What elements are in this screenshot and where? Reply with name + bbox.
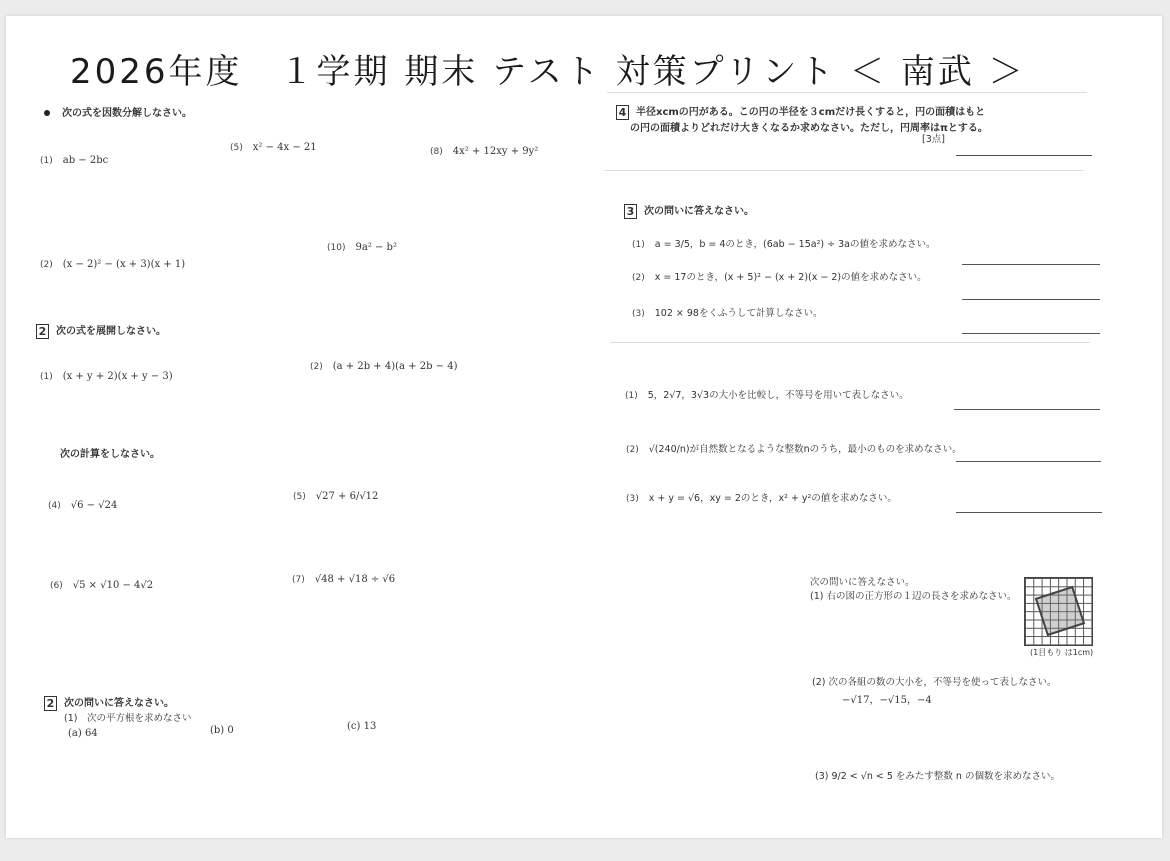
- values-problem-2: (2) x = 17のとき，(x + 5)² − (x + 2)(x − 2)の値を求めなさい。: [632, 272, 927, 283]
- calc-heading: 次の計算をしなさい。: [60, 449, 160, 460]
- answer-line: [956, 461, 1101, 462]
- roots-problem-1: (1) 5，2√7，3√3の大小を比較し，不等号を用いて表しなさい。: [625, 390, 909, 401]
- square-problem-2-numbers: −√17，−√15，−4: [842, 695, 932, 706]
- factor-problem-10: (10) 9a² − b²: [327, 242, 397, 253]
- expand-problem-2: (2) (a + 2b + 4)(a + 2b − 4): [310, 361, 458, 372]
- calc-problem-6: (6) √5 × √10 − 4√2: [50, 580, 154, 591]
- sqrt-heading: 2 次の問いに答えなさい。: [44, 694, 174, 711]
- circle-problem-line-1: 4 半径xcmの円がある。この円の半径を３cmだけ長くすると，円の面積はもと: [616, 103, 985, 120]
- square-problem-3: (3) 9/2 < √n < 5 をみたす整数 n の個数を求めなさい。: [815, 771, 1060, 782]
- factor-problem-8: (8) 4x² + 12xy + 9y²: [430, 146, 539, 157]
- page-divider: [604, 170, 1084, 171]
- expand-heading: 2 次の式を展開しなさい。: [36, 322, 166, 339]
- sqrt-item-c: (c) 13: [347, 721, 377, 732]
- calc-problem-7: (7) √48 + √18 ÷ √6: [292, 574, 396, 585]
- square-heading: 次の問いに答えなさい。: [810, 577, 915, 588]
- square-problem-2: (2) 次の各組の数の大小を，不等号を使って表しなさい。: [812, 677, 1057, 688]
- answer-line: [962, 333, 1100, 334]
- factor-problem-1: (1) ab − 2bc: [40, 155, 109, 166]
- values-heading: 3 次の問いに答えなさい。: [624, 202, 754, 219]
- page-divider: [607, 92, 1087, 93]
- sqrt-subquestion: (1) 次の平方根を求めなさい: [64, 713, 192, 724]
- roots-problem-2: (2) √(240/n)が自然数となるような整数nのうち，最小のものを求めなさい。: [626, 444, 962, 455]
- calc-problem-4: (4) √6 − √24: [48, 500, 118, 511]
- bullet-icon: [44, 110, 50, 116]
- expand-problem-1: (1) (x + y + 2)(x + y − 3): [40, 371, 173, 382]
- factor-problem-2: (2) (x − 2)² − (x + 3)(x + 1): [40, 259, 186, 270]
- sqrt-item-b: (b) 0: [210, 725, 234, 736]
- answer-line: [956, 155, 1092, 156]
- square-problem-1: (1) 右の図の正方形の１辺の長さを求めなさい。: [810, 591, 1017, 602]
- page-title: 2026年度 １学期 期末 テスト 対策プリント ＜ 南武 ＞: [70, 52, 1026, 92]
- values-problem-3: (3) 102 × 98をくふうして計算しなさい。: [632, 308, 823, 319]
- points-label: [3点]: [922, 134, 945, 145]
- factor-problem-5: (5) x² − 4x − 21: [230, 142, 317, 153]
- answer-line: [956, 512, 1102, 513]
- factor-heading: 次の式を因数分解しなさい。: [44, 104, 192, 119]
- answer-line: [962, 264, 1100, 265]
- sqrt-item-a: (a) 64: [68, 728, 98, 739]
- circle-problem-line-2: の円の面積よりどれだけ大きくなるか求めなさい。ただし，円周率はπとする。: [630, 123, 988, 134]
- calc-problem-5: (5) √27 + 6/√12: [293, 491, 379, 502]
- page-divider: [610, 342, 1090, 343]
- values-problem-1: (1) a = 3/5，b = 4のとき，(6ab − 15a²) ÷ 3aの値を求めなさい。: [632, 239, 936, 250]
- grid-caption: (1目もり は1cm): [1030, 648, 1094, 657]
- roots-problem-3: (3) x + y = √6，xy = 2のとき，x² + y²の値を求めなさい。: [626, 493, 897, 504]
- answer-line: [954, 409, 1100, 410]
- answer-line: [962, 299, 1100, 300]
